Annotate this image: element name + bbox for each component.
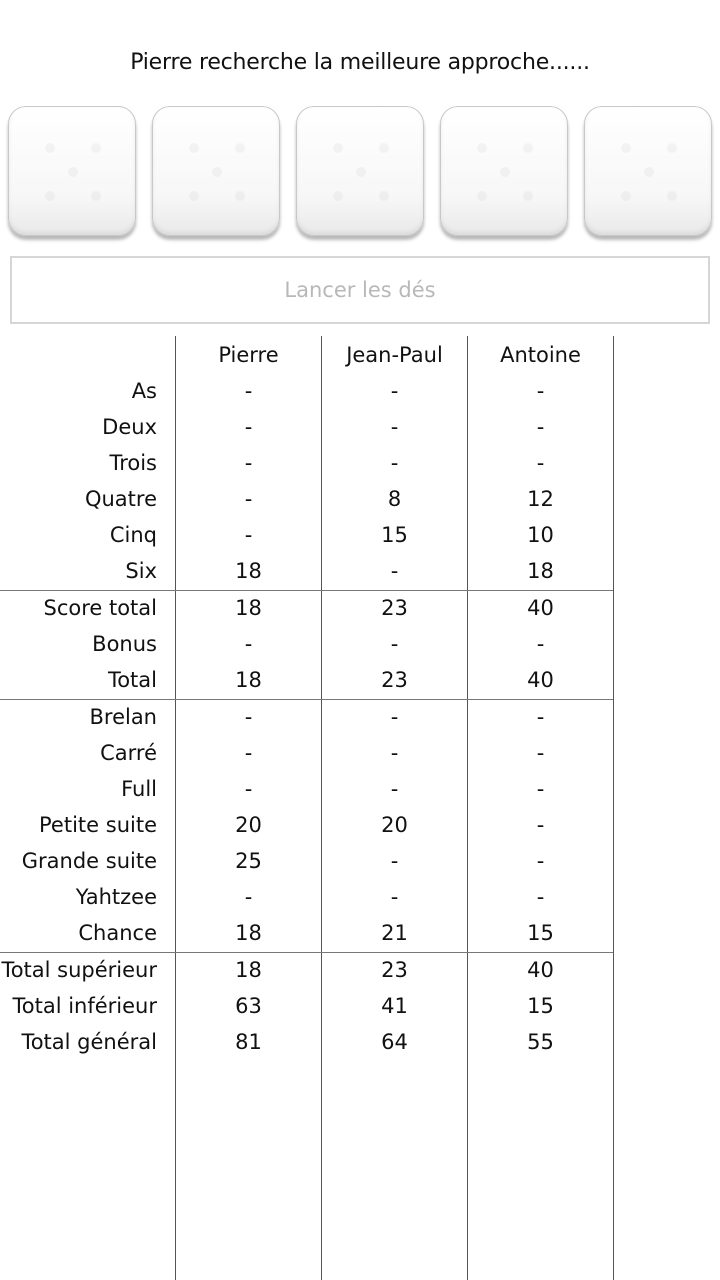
score-row-label: Total — [107, 668, 157, 692]
score-cell[interactable]: - — [536, 415, 545, 439]
score-cell[interactable]: 81 — [235, 1030, 262, 1054]
score-cell[interactable]: - — [244, 523, 253, 547]
score-cell[interactable]: - — [536, 741, 545, 765]
die-3[interactable] — [296, 106, 424, 236]
score-cell[interactable]: 41 — [381, 994, 408, 1018]
score-cell[interactable]: 64 — [381, 1030, 408, 1054]
score-cell[interactable]: 18 — [235, 921, 262, 945]
score-row-label: Carré — [100, 741, 157, 765]
score-cell[interactable]: 15 — [527, 921, 554, 945]
die-pip — [235, 191, 245, 201]
score-cell[interactable]: - — [390, 741, 399, 765]
roll-dice-button[interactable]: Lancer les dés — [10, 256, 710, 324]
score-cell[interactable]: - — [244, 451, 253, 475]
score-cell[interactable]: 63 — [235, 994, 262, 1018]
score-cell[interactable]: - — [390, 849, 399, 873]
score-cell[interactable]: - — [244, 487, 253, 511]
score-row-label: Petite suite — [39, 813, 157, 837]
score-cell[interactable]: 21 — [381, 921, 408, 945]
die-pip — [333, 191, 343, 201]
die-pip — [68, 167, 78, 177]
score-cell[interactable]: - — [244, 415, 253, 439]
score-cell[interactable]: 18 — [235, 596, 262, 620]
die-pip — [91, 191, 101, 201]
score-cell[interactable]: - — [244, 705, 253, 729]
column-divider — [613, 336, 614, 1280]
die-pip — [477, 191, 487, 201]
score-cell[interactable]: 18 — [235, 958, 262, 982]
score-cell[interactable]: - — [536, 885, 545, 909]
die-pip — [235, 143, 245, 153]
score-cell[interactable]: - — [536, 705, 545, 729]
die-pip — [45, 191, 55, 201]
score-cell[interactable]: - — [390, 632, 399, 656]
score-cell[interactable]: 18 — [235, 559, 262, 583]
score-cell[interactable]: 15 — [381, 523, 408, 547]
score-cell[interactable]: 20 — [381, 813, 408, 837]
score-cell[interactable]: - — [390, 559, 399, 583]
die-4[interactable] — [440, 106, 568, 236]
score-cell[interactable]: - — [390, 705, 399, 729]
die-pip — [356, 167, 366, 177]
score-cell[interactable]: 8 — [387, 487, 402, 511]
player-header: Antoine — [500, 343, 581, 367]
score-row-label: Brelan — [89, 705, 157, 729]
die-1[interactable] — [8, 106, 136, 236]
die-pip — [644, 167, 654, 177]
score-cell[interactable]: - — [244, 632, 253, 656]
score-cell[interactable]: 55 — [527, 1030, 554, 1054]
die-pip — [379, 191, 389, 201]
score-cell[interactable]: - — [390, 885, 399, 909]
score-cell[interactable]: 18 — [527, 559, 554, 583]
dice-tray — [0, 106, 720, 242]
player-header: Jean-Paul — [346, 343, 443, 367]
die-pip — [667, 191, 677, 201]
score-cell[interactable]: - — [390, 379, 399, 403]
die-pip — [500, 167, 510, 177]
score-row-label: Score total — [43, 596, 157, 620]
score-cell[interactable]: 23 — [381, 958, 408, 982]
score-cell[interactable]: 40 — [527, 958, 554, 982]
score-row-label: Total général — [21, 1030, 157, 1054]
score-cell[interactable]: - — [244, 741, 253, 765]
score-row-label: Grande suite — [21, 849, 157, 873]
die-pip — [333, 143, 343, 153]
score-row-label: As — [131, 379, 157, 403]
die-pip — [621, 191, 631, 201]
score-cell[interactable]: 40 — [527, 596, 554, 620]
die-pip — [523, 143, 533, 153]
die-pip — [189, 143, 199, 153]
die-pip — [189, 191, 199, 201]
score-sheet — [0, 336, 720, 1280]
die-pip — [91, 143, 101, 153]
status-message: Pierre recherche la meilleure approche...... — [130, 50, 590, 75]
score-cell[interactable]: - — [244, 885, 253, 909]
score-row-label: Total inférieur — [12, 994, 157, 1018]
score-cell[interactable]: 23 — [381, 596, 408, 620]
die-pip — [45, 143, 55, 153]
score-cell[interactable]: - — [536, 813, 545, 837]
score-cell[interactable]: - — [536, 379, 545, 403]
die-pip — [523, 191, 533, 201]
score-cell[interactable]: - — [536, 451, 545, 475]
score-cell[interactable]: 20 — [235, 813, 262, 837]
score-cell[interactable]: 12 — [527, 487, 554, 511]
score-cell[interactable]: 40 — [527, 668, 554, 692]
score-cell[interactable]: - — [536, 632, 545, 656]
score-row-label: Trois — [109, 451, 157, 475]
score-cell[interactable]: - — [390, 415, 399, 439]
score-cell[interactable]: 23 — [381, 668, 408, 692]
player-header: Pierre — [218, 343, 279, 367]
score-cell[interactable]: 15 — [527, 994, 554, 1018]
score-cell[interactable]: - — [536, 777, 545, 801]
die-pip — [621, 143, 631, 153]
die-pip — [477, 143, 487, 153]
die-pip — [379, 143, 389, 153]
score-row-label: Total supérieur — [1, 958, 157, 982]
score-cell[interactable]: - — [390, 777, 399, 801]
die-pip — [212, 167, 222, 177]
score-row-label: Quatre — [84, 487, 157, 511]
score-cell[interactable]: 18 — [235, 668, 262, 692]
score-row-label: Bonus — [92, 632, 157, 656]
score-row-label: Yahtzee — [75, 885, 157, 909]
score-cell[interactable]: - — [244, 379, 253, 403]
score-cell[interactable]: 25 — [235, 849, 262, 873]
die-5[interactable] — [584, 106, 712, 236]
score-row-label: Six — [125, 559, 157, 583]
score-cell[interactable]: - — [244, 777, 253, 801]
score-row-label: Cinq — [109, 523, 157, 547]
die-2[interactable] — [152, 106, 280, 236]
score-cell[interactable]: - — [536, 849, 545, 873]
score-row-label: Deux — [102, 415, 157, 439]
score-cell[interactable]: 10 — [527, 523, 554, 547]
die-pip — [667, 143, 677, 153]
score-row-label: Full — [121, 777, 157, 801]
score-row-label: Chance — [78, 921, 157, 945]
score-cell[interactable]: - — [390, 451, 399, 475]
